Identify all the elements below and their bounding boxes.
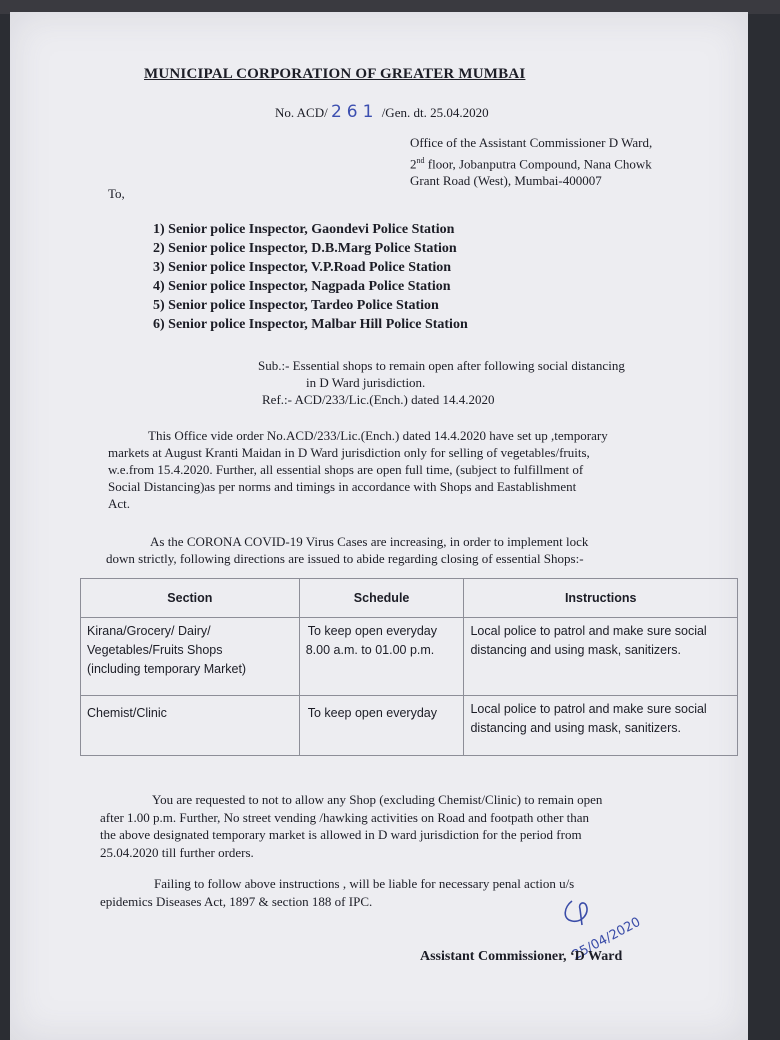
- recipient-item: 2) Senior police Inspector, D.B.Marg Police Station: [153, 241, 457, 256]
- paragraph-temporary-markets: This Office vide order No.ACD/233/Lic.(Ench.) dated 14.4.2020 have set up ,temporary markets at August Kranti Maidan in D Ward jurisdiction only for selling of vegetables/fruits, w.e.from 15.4.2020. Further, all essential shops are open full time, (subject to fulfillment of Social Distancing)as per norms and timings in accordance with Shops and Eastablishment Act.: [108, 428, 608, 511]
- recipient-item: 3) Senior police Inspector, V.P.Road Police Station: [153, 260, 452, 275]
- cell-schedule: To keep open everyday: [299, 696, 464, 756]
- subject-line: Sub.:- Essential shops to remain open after following social distancing: [258, 358, 625, 373]
- recipient-item: 4) Senior police Inspector, Nagpada Police Station: [153, 279, 451, 294]
- signatory-designation: Assistant Commissioner, ‘D Ward: [420, 949, 623, 964]
- table-row: [81, 618, 738, 696]
- paragraph-penalty: Failing to follow above instructions , will be liable for necessary penal action u/s epidemics Diseases Act, 1897 & section 188 of IPC.: [100, 876, 575, 909]
- reference-number: No. ACD/ 261 /Gen. dt. 25.04.2020: [275, 102, 489, 122]
- recipient-item: 5) Senior police Inspector, Tardeo Police Station: [153, 298, 439, 313]
- handwritten-ref-number: 261: [330, 102, 379, 122]
- to-label: To,: [108, 186, 125, 201]
- recipient-item: 6) Senior police Inspector, Malbar Hill Police Station: [153, 317, 468, 332]
- paragraph-restrictions: You are requested to not to allow any Shop (excluding Chemist/Clinic) to remain open after 1.00 p.m. Further, No street vending /hawking activities on Road and footpath other than the above designated temporary market is allowed in D ward jurisdiction for the period from 25.04.2020 till further orders.: [100, 792, 603, 860]
- cell-schedule: To keep open everyday 8.00 a.m. to 01.00 p.m.: [299, 618, 464, 696]
- cell-instructions: Local police to patrol and make sure social distancing and using mask, sanitizers.: [464, 618, 738, 696]
- office-address: Office of the Assistant Commissioner D Ward, 2nd floor, Jobanputra Compound, Nana Chowk Grant Road (West), Mumbai-400007: [410, 135, 653, 189]
- reference-line: Ref.:- ACD/233/Lic.(Ench.) dated 14.4.2020: [262, 392, 495, 407]
- cell-section: Chemist/Clinic: [81, 696, 300, 756]
- table-row: [81, 696, 738, 756]
- cell-section: Kirana/Grocery/ Dairy/ Vegetables/Fruits Shops (including temporary Market): [81, 618, 300, 696]
- subject-block: Sub.:- Essential shops to remain open after following social distancing in D Ward jurisdiction. Ref.:- ACD/233/Lic.(Ench.) dated 14.4.2020: [258, 358, 625, 407]
- paragraph-covid-directions: As the CORONA COVID-19 Virus Cases are increasing, in order to implement lock down strictly, following directions are issued to abide regarding closing of essential Shops:-: [106, 534, 589, 566]
- page-title: MUNICIPAL CORPORATION OF GREATER MUMBAI: [144, 66, 526, 82]
- column-header: Instructions: [464, 579, 738, 618]
- cell-instructions: Local police to patrol and make sure social distancing and using mask, sanitizers.: [464, 696, 738, 756]
- recipient-item: 1) Senior police Inspector, Gaondevi Police Station: [153, 222, 455, 237]
- shop-schedule-table: [80, 578, 738, 756]
- column-header: Section: [81, 579, 300, 618]
- column-header: Schedule: [299, 579, 464, 618]
- handwritten-date: 25/04/2020: [570, 914, 644, 964]
- table-header-row: [81, 579, 738, 618]
- signature-scribble: [560, 895, 600, 931]
